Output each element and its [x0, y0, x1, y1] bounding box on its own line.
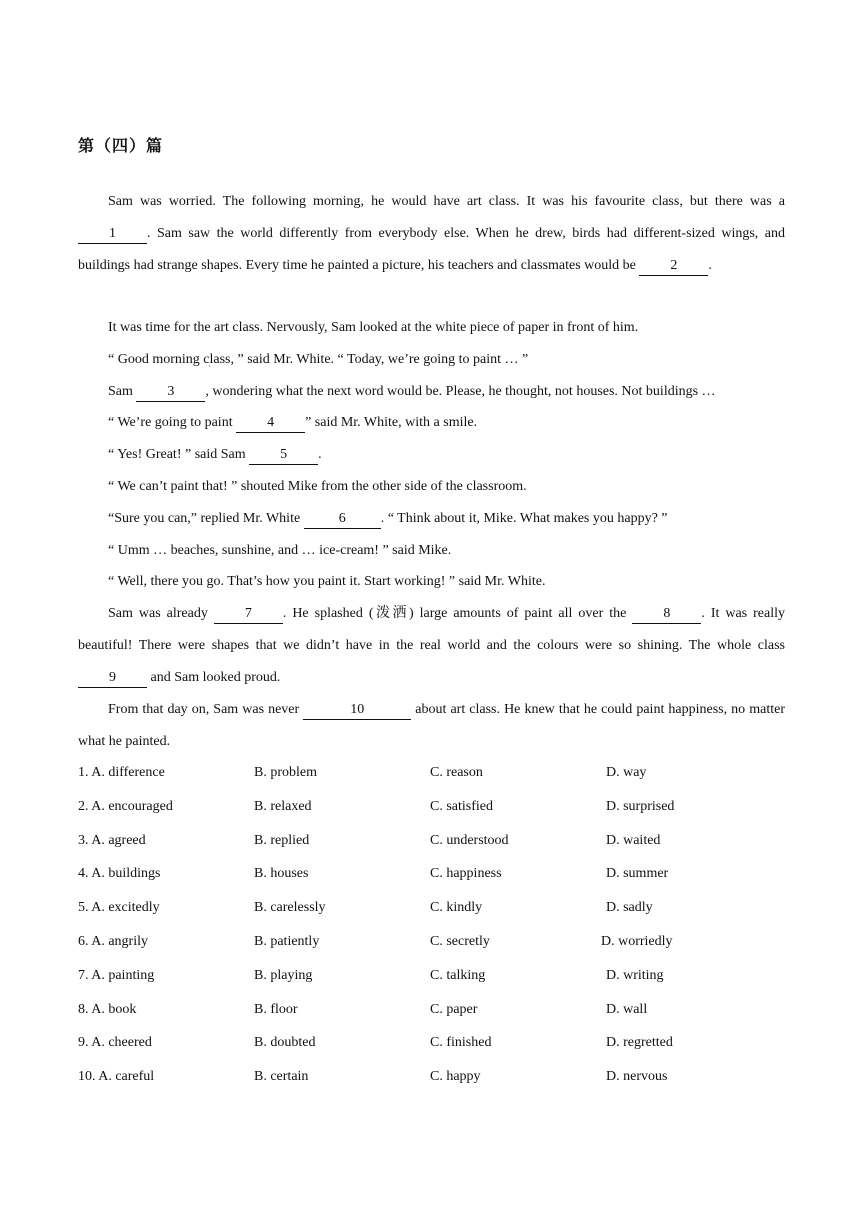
text: . It was really beautiful! There were shapes that we didn’t have in the real world and the colours were so shining. The whole class [78, 606, 785, 653]
question-row [78, 928, 785, 962]
option-c: C. satisfied [430, 798, 493, 814]
option-d: D. worriedly [601, 933, 673, 949]
text: . [318, 447, 322, 463]
dialogue-line: “ Umm … beaches, sunshine, and … ice-cream! ” said Mike. [108, 542, 452, 558]
text: “ We’re going to paint [108, 415, 237, 431]
option-d: D. regretted [606, 1035, 673, 1051]
option-b: B. patiently [254, 933, 320, 949]
option-a: 2. A. encouraged [78, 798, 173, 814]
option-b: B. doubted [254, 1035, 316, 1051]
blank-3: 3 [136, 383, 205, 402]
text: and Sam looked proud. [147, 669, 281, 685]
question-row [78, 962, 785, 996]
option-b: B. floor [254, 1001, 298, 1017]
text: Sam was worried. The following morning, he would have art class. It was his favourite class, but there was a [108, 194, 785, 209]
option-b: B. playing [254, 967, 313, 983]
blank-10: 10 [303, 701, 411, 720]
question-row [78, 996, 785, 1030]
passage-paragraph-3 [78, 598, 785, 693]
option-c: C. understood [430, 832, 509, 848]
option-c: C. paper [430, 1001, 478, 1017]
dialogue-line [78, 407, 785, 439]
dialogue-line: It was time for the art class. Nervously, Sam looked at the white piece of paper in front of him. [108, 320, 639, 335]
option-a: 7. A. painting [78, 967, 155, 983]
text: . Sam saw the world differently from everybody else. When he drew, birds had different-sized wings, and buildings had strange shapes. Every time he painted a picture, his teachers and classmates would be [78, 225, 785, 273]
option-d: D. waited [606, 832, 661, 848]
option-b: B. relaxed [254, 798, 312, 814]
blank-6: 6 [304, 510, 381, 529]
option-a: 5. A. excitedly [78, 900, 160, 916]
question-row [78, 793, 785, 827]
option-a: 10. A. careful [78, 1069, 155, 1085]
option-a: 3. A. agreed [78, 832, 146, 848]
dialogue-line [78, 439, 785, 471]
section-heading: 第（四）篇 [78, 136, 164, 155]
question-row [78, 827, 785, 861]
blank-8: 8 [632, 605, 701, 624]
text: From that day on, Sam was never [108, 702, 304, 717]
option-c: C. reason [430, 765, 483, 780]
text: . [708, 257, 712, 273]
stray-mark: ` [208, 365, 212, 376]
option-c: C. finished [430, 1035, 492, 1051]
stray-mark: ` [144, 524, 148, 535]
text: Sam [108, 383, 137, 399]
question-row [78, 1029, 785, 1063]
option-a: 1. A. difference [78, 765, 165, 780]
option-b: B. certain [254, 1069, 309, 1085]
option-d: D. summer [606, 866, 669, 882]
question-row [78, 894, 785, 928]
dialogue-line [78, 503, 785, 535]
text: about art class. He knew that he could paint happiness, no matter what he painted. [78, 702, 785, 749]
option-d: D. sadly [606, 900, 653, 916]
option-d: D. writing [606, 967, 664, 983]
text: Sam was already [108, 606, 214, 621]
passage-paragraph-4 [78, 694, 785, 758]
text: “Sure you can,” replied Mr. White [108, 510, 304, 526]
option-a: 9. A. cheered [78, 1035, 152, 1051]
option-c: C. secretly [430, 933, 490, 949]
dialogue-line: “ Good morning class, ” said Mr. White. “ Today, we’re going to paint … ” [108, 351, 529, 367]
text: “ Yes! Great! ” said Sam [108, 447, 250, 463]
dialogue-line: “ Well, there you go. That’s how you paint it. Start working! ” said Mr. White. [108, 574, 546, 590]
option-d: D. wall [606, 1001, 648, 1017]
question-row [78, 860, 785, 894]
option-c: C. talking [430, 967, 486, 983]
question-row [78, 759, 785, 793]
option-c: C. kindly [430, 900, 483, 916]
option-c: C. happiness [430, 866, 502, 882]
option-a: 4. A. buildings [78, 866, 161, 882]
option-d: D. way [606, 765, 647, 780]
passage-paragraph-1 [78, 186, 785, 281]
option-d: D. nervous [606, 1069, 668, 1085]
question-row [78, 1063, 785, 1097]
blank-1: 1 [78, 225, 147, 244]
blank-9: 9 [78, 669, 147, 688]
option-b: B. problem [254, 765, 317, 780]
dialogue-line: “ We can’t paint that! ” shouted Mike from the other side of the classroom. [108, 478, 527, 494]
text: ” said Mr. White, with a smile. [305, 415, 478, 431]
dialogue-line [78, 376, 785, 408]
option-a: 6. A. angrily [78, 933, 148, 949]
option-b: B. carelessly [254, 900, 326, 916]
option-b: B. houses [254, 866, 309, 882]
blank-2: 2 [639, 257, 708, 276]
option-b: B. replied [254, 832, 310, 848]
option-a: 8. A. book [78, 1001, 137, 1017]
answer-options [78, 759, 785, 1097]
blank-5: 5 [249, 446, 318, 465]
dialogue-block [78, 312, 785, 598]
blank-7: 7 [214, 605, 283, 624]
text: . “ Think about it, Mike. What makes you happy? ” [380, 510, 668, 526]
text: . He splashed (泼洒) large amounts of paint all over the [282, 606, 633, 621]
option-c: C. happy [430, 1069, 481, 1085]
blank-4: 4 [236, 414, 305, 433]
text: , wondering what the next word would be. Please, he thought, not houses. Not buildings … [205, 383, 716, 399]
option-d: D. surprised [606, 798, 675, 814]
